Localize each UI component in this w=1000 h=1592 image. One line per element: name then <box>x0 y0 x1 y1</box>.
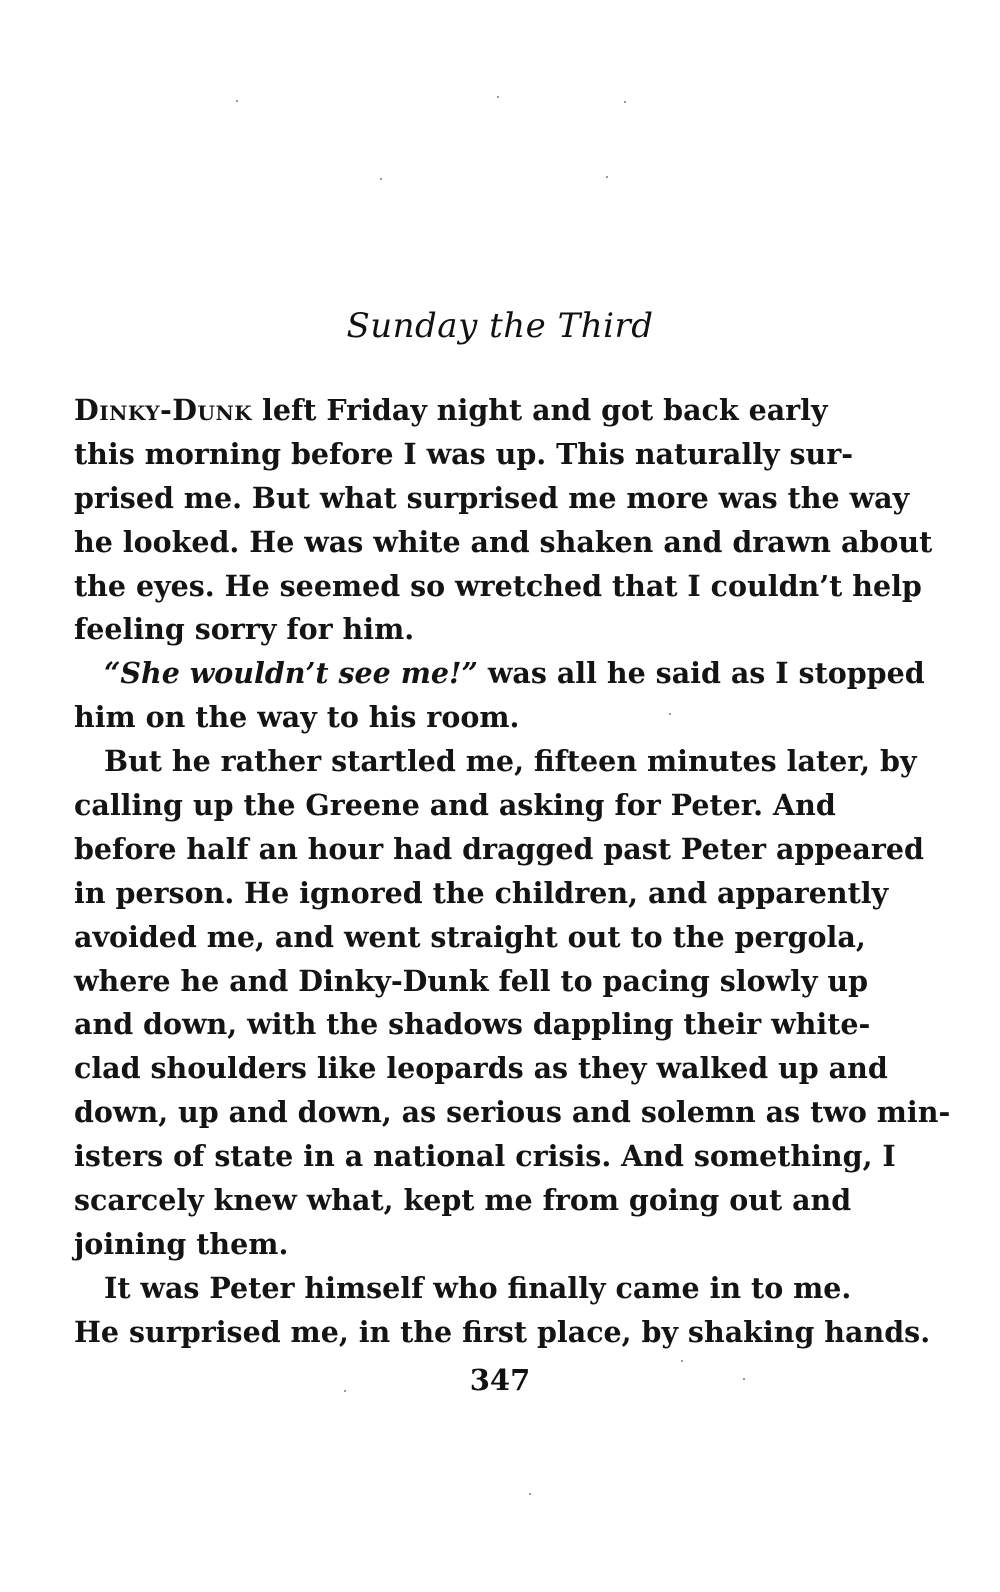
text-segment: him on the way to his room. <box>74 700 520 735</box>
text-segment: he looked. He was white and shaken and drawn about <box>74 524 933 559</box>
text-segment: joining them. <box>74 1226 289 1261</box>
text-line <box>74 1223 818 1267</box>
body-text <box>74 389 951 1355</box>
text-line <box>74 1091 951 1135</box>
text-line <box>74 916 866 960</box>
text-line <box>74 960 869 1004</box>
text-line <box>74 872 889 916</box>
text-segment: scarcely knew what, kept me from going out and <box>74 1183 852 1218</box>
text-line <box>74 784 836 828</box>
text-segment: was all he said as I stopped <box>477 656 925 691</box>
scan-speck <box>743 1378 745 1380</box>
text-line <box>74 828 924 872</box>
text-segment: left Friday night and got back early <box>252 393 828 427</box>
text-segment: down, up and down, as serious and solemn as two min- <box>74 1095 951 1130</box>
text-line <box>74 652 925 696</box>
text-line <box>74 1135 896 1179</box>
text-segment: clad shoulders like leopards as they walked up and <box>74 1051 888 1086</box>
scan-speck <box>380 178 382 180</box>
text-segment: isters of state in a national crisis. And something, I <box>74 1139 896 1174</box>
text-segment: where he and Dinky-Dunk fell to pacing slowly up <box>74 963 869 998</box>
italic-quote: “She wouldn’t see me!” <box>104 656 478 691</box>
text-line <box>74 1047 888 1091</box>
paragraph <box>74 1267 931 1355</box>
text-line <box>74 608 818 652</box>
small-caps-name: Dinky-Dunk <box>74 393 253 427</box>
scan-speck <box>529 1493 531 1495</box>
text-segment: It was Peter himself who finally came in to me. <box>104 1270 852 1305</box>
scan-speck <box>669 713 671 715</box>
text-segment: prised me. But what surprised me more was the way <box>74 480 910 515</box>
text-segment: He surprised me, in the first place, by shaking hands. <box>74 1314 931 1349</box>
text-segment: and down, with the shadows dappling their white- <box>74 1007 871 1042</box>
text-segment: before half an hour had dragged past Peter appeared <box>74 831 924 866</box>
text-segment: this morning before I was up. This naturally sur- <box>74 436 854 471</box>
text-segment: in person. He ignored the children, and apparently <box>74 875 889 910</box>
text-segment: the eyes. He seemed so wretched that I couldn’t help <box>74 568 922 603</box>
text-line <box>74 521 933 565</box>
text-segment: But he rather startled me, fifteen minutes later, by <box>104 744 917 779</box>
text-line <box>74 565 922 609</box>
text-segment: calling up the Greene and asking for Peter. And <box>74 788 836 823</box>
paragraph <box>74 389 933 652</box>
text-line <box>74 1267 852 1311</box>
text-line <box>74 389 828 433</box>
text-segment: feeling sorry for him. <box>74 612 415 647</box>
page-number: 347 <box>469 1363 531 1397</box>
text-line <box>74 477 910 521</box>
text-segment: avoided me, and went straight out to the pergola, <box>74 919 866 954</box>
paragraph <box>74 652 925 740</box>
text-line <box>74 1311 931 1355</box>
chapter-title: Sunday the Third <box>346 306 654 346</box>
text-line <box>74 696 818 740</box>
text-line <box>74 1179 852 1223</box>
text-line <box>74 433 854 477</box>
paragraph <box>74 740 951 1267</box>
scan-speck <box>344 1390 346 1392</box>
scan-speck <box>236 100 238 102</box>
scan-speck <box>497 96 499 98</box>
text-line <box>74 1003 871 1047</box>
scan-speck <box>606 176 608 178</box>
text-line <box>74 740 917 784</box>
scan-speck <box>681 1360 683 1362</box>
scan-speck <box>624 101 626 103</box>
